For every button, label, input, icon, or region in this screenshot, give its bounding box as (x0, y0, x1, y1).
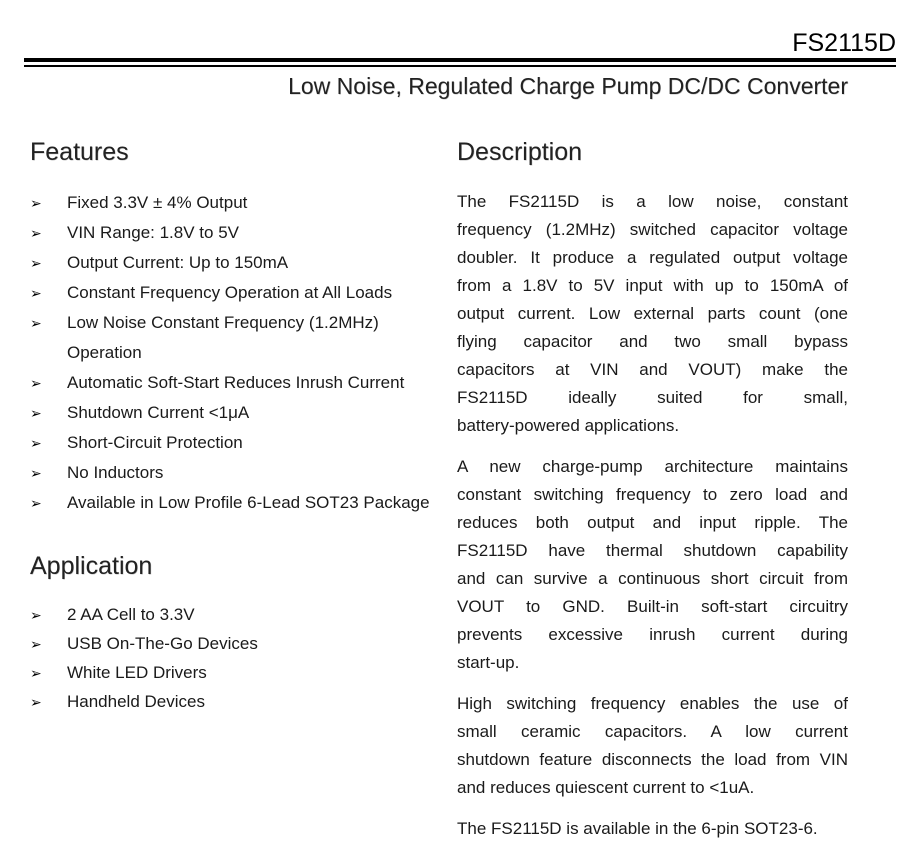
feature-item-text: Output Current: Up to 150mA (67, 253, 289, 272)
feature-item-text: VIN Range: 1.8V to 5V (67, 223, 239, 242)
arrow-bullet-icon: ➢ (30, 375, 42, 391)
header-rule-thin (24, 65, 896, 67)
feature-item (30, 278, 435, 308)
feature-item (30, 218, 435, 248)
description-line: start-up. (457, 653, 520, 672)
description-line: output current. Low external parts count (one (457, 304, 848, 323)
description-line: from a 1.8V to 5V input with up to 150mA of (457, 276, 848, 295)
description-line: reduces both output and input ripple. The (457, 513, 848, 532)
application-item-text: USB On-The-Go Devices (67, 634, 258, 653)
feature-item-text: Short-Circuit Protection (67, 433, 243, 452)
feature-item (30, 428, 435, 458)
description-line: doubler. It produce a regulated output voltage (457, 248, 848, 267)
application-item (30, 687, 435, 716)
description-line: The FS2115D is available in the 6-pin SOT23-6. (457, 819, 818, 838)
feature-item-text: Constant Frequency Operation at All Loads (67, 283, 393, 302)
feature-item-text: Shutdown Current <1μA (67, 403, 250, 422)
application-item-text: Handheld Devices (67, 692, 205, 711)
description-line: FS2115D ideally suited for small, (457, 388, 848, 407)
description-line: The FS2115D is a low noise, constant (457, 192, 848, 211)
feature-item-text: Low Noise Constant Frequency (1.2MHz) Operation (67, 313, 379, 362)
description-line: small ceramic capacitors. A low current (457, 722, 848, 741)
arrow-bullet-icon: ➢ (30, 465, 42, 481)
application-list (30, 600, 435, 716)
application-heading: Application (30, 552, 153, 580)
arrow-bullet-icon: ➢ (30, 495, 42, 511)
description-paragraph (457, 453, 848, 677)
arrow-bullet-icon: ➢ (30, 694, 42, 710)
description-line: constant switching frequency to zero load and (457, 485, 848, 504)
description-paragraph (457, 690, 848, 802)
feature-item-text: Available in Low Profile 6-Lead SOT23 Package (67, 493, 430, 512)
feature-item-text: Fixed 3.3V ± 4% Output (67, 193, 248, 212)
feature-item-text: No Inductors (67, 463, 164, 482)
feature-item (30, 488, 435, 518)
application-item-text: White LED Drivers (67, 663, 207, 682)
part-number: FS2115D (792, 29, 896, 57)
feature-item (30, 188, 435, 218)
arrow-bullet-icon: ➢ (30, 285, 42, 301)
right-column (457, 136, 848, 856)
feature-item (30, 368, 435, 398)
features-heading: Features (30, 138, 129, 166)
description-line: High switching frequency enables the use of (457, 694, 848, 713)
description-line: capacitors at VIN and VOUT) make the (457, 360, 848, 379)
description-paragraph (457, 815, 848, 843)
arrow-bullet-icon: ➢ (30, 405, 42, 421)
description-line: A new charge-pump architecture maintains (457, 457, 848, 476)
document-subtitle: Low Noise, Regulated Charge Pump DC/DC Converter (288, 73, 848, 99)
arrow-bullet-icon: ➢ (30, 225, 42, 241)
arrow-bullet-icon: ➢ (30, 636, 42, 652)
left-column (30, 136, 435, 716)
description-line: battery-powered applications. (457, 416, 680, 435)
description-line: frequency (1.2MHz) switched capacitor voltage (457, 220, 848, 239)
arrow-bullet-icon: ➢ (30, 665, 42, 681)
arrow-bullet-icon: ➢ (30, 607, 42, 623)
arrow-bullet-icon: ➢ (30, 255, 42, 271)
arrow-bullet-icon: ➢ (30, 315, 42, 331)
application-item (30, 629, 435, 658)
feature-item (30, 248, 435, 278)
description-body (457, 188, 848, 843)
feature-item (30, 308, 435, 368)
arrow-bullet-icon: ➢ (30, 195, 42, 211)
description-line: FS2115D have thermal shutdown capability (457, 541, 848, 560)
description-line: shutdown feature disconnects the load from VIN (457, 750, 848, 769)
application-item-text: 2 AA Cell to 3.3V (67, 605, 195, 624)
description-heading: Description (457, 138, 583, 166)
header-rule-thick (24, 58, 896, 62)
description-line: prevents excessive inrush current during (457, 625, 848, 644)
description-line: flying capacitor and two small bypass (457, 332, 848, 351)
features-list (30, 188, 435, 518)
feature-item (30, 398, 435, 428)
feature-item (30, 458, 435, 488)
description-line: VOUT to GND. Built-in soft-start circuitry (457, 597, 848, 616)
application-item (30, 600, 435, 629)
feature-item-text: Automatic Soft-Start Reduces Inrush Current (67, 373, 405, 392)
description-paragraph (457, 188, 848, 440)
description-line: and reduces quiescent current to <1uA. (457, 778, 755, 797)
arrow-bullet-icon: ➢ (30, 435, 42, 451)
application-item (30, 658, 435, 687)
description-line: and can survive a continuous short circuit from (457, 569, 848, 588)
